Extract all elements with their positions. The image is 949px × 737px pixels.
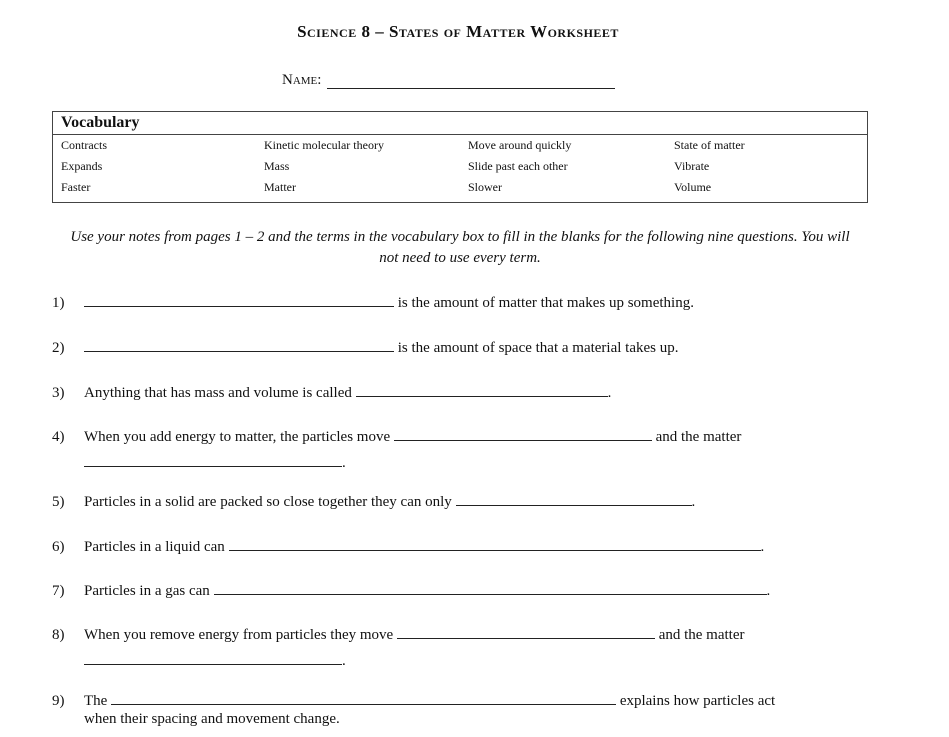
question-text: is the amount of matter that makes up something. [397,295,694,311]
question-5 [52,491,695,511]
vocab-term: Slower [468,180,502,194]
question-4 [52,426,741,446]
question-text-continued: explains how particles act [619,693,776,709]
question-number: 7) [52,583,65,599]
question-text: Anything that has mass and volume is called [84,385,352,401]
period: . [342,653,346,669]
question-number: 5) [52,494,65,510]
vocab-term: Kinetic molecular theory [264,138,384,152]
period: . [691,494,696,510]
answer-blank[interactable] [356,382,608,397]
vocabulary-grid [53,135,867,198]
answer-blank[interactable] [397,624,655,639]
question-text: When you remove energy from particles they move [84,627,394,643]
vocabulary-box [52,111,868,203]
worksheet-title: Science 8 – States of Matter Worksheet [297,22,619,41]
vocab-term: Matter [264,180,296,194]
vocab-term: Vibrate [674,159,710,173]
question-9-line-2: when their spacing and movement change. [84,711,340,727]
vocabulary-heading: Vocabulary [53,112,867,135]
name-blank[interactable] [327,74,615,89]
answer-blank[interactable] [111,690,616,705]
question-text: Particles in a liquid can [84,539,225,555]
question-1 [52,292,694,312]
question-9 [52,690,775,710]
question-7 [52,580,770,600]
question-number: 1) [52,295,65,311]
period: . [342,455,346,471]
question-3 [52,382,611,402]
question-8-line-2 [84,650,346,670]
vocab-term: Mass [264,159,290,173]
question-text: Particles in a gas can [84,583,210,599]
question-number: 8) [52,627,65,643]
question-number: 9) [52,693,65,709]
question-number: 4) [52,429,65,445]
question-text-continued: and the matter [655,429,742,445]
instructions: Use your notes from pages 1 – 2 and the terms in the vocabulary box to fill in the blanks for the following nine questions. You will not need to use every term. [70,229,850,266]
question-number: 6) [52,539,65,555]
answer-blank[interactable] [394,426,652,441]
question-text: Particles in a solid are packed so close together they can only [84,494,452,510]
vocab-term: Expands [61,159,103,173]
question-8 [52,624,745,644]
answer-blank[interactable] [214,580,767,595]
question-6 [52,536,764,556]
question-text: When you add energy to matter, the particles move [84,429,391,445]
answer-blank[interactable] [229,536,761,551]
answer-blank[interactable] [84,337,394,352]
vocab-term: Move around quickly [468,138,572,152]
period: . [766,583,771,599]
period: . [760,539,765,555]
question-4-line-2 [84,452,346,472]
question-number: 3) [52,385,65,401]
answer-blank[interactable] [84,650,342,665]
question-number: 2) [52,340,65,356]
answer-blank[interactable] [84,292,394,307]
period: . [607,385,612,401]
vocab-term: State of matter [674,138,745,152]
answer-blank[interactable] [84,452,342,467]
vocab-term: Slide past each other [468,159,568,173]
question-text-continued: and the matter [658,627,745,643]
question-2 [52,337,679,357]
answer-blank[interactable] [456,491,692,506]
question-text: The [84,693,108,709]
question-text: is the amount of space that a material takes up. [397,340,679,356]
vocab-term: Faster [61,180,91,194]
name-field [282,72,615,89]
name-label: Name: [282,72,322,88]
vocab-term: Volume [674,180,712,194]
vocab-term: Contracts [61,138,107,152]
